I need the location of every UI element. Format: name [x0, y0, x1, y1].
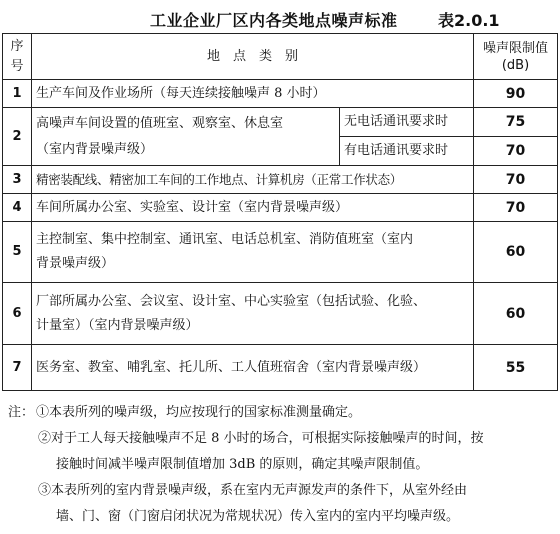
note-1-text: ①本表所列的噪声级，均应按现行的国家标准测量确定。 — [36, 405, 362, 420]
row-condition: 无电话通讯要求时 — [340, 108, 474, 137]
header-limit-line2: (dB) — [501, 57, 530, 73]
row-place: 精密装配线、精密加工车间的工作地点、计算机房（正常工作状态） — [32, 166, 474, 194]
table-row — [3, 108, 558, 137]
table-header-row — [3, 34, 558, 80]
row-seq: 7 — [3, 345, 32, 391]
header-seq — [3, 34, 32, 80]
note-3 — [8, 478, 556, 530]
table-number: 表2.0.1 — [438, 11, 500, 30]
table-row — [3, 222, 558, 283]
row-place: 生产车间及作业场所（每天连续接触噪声 8 小时） — [32, 80, 474, 108]
note-3-line2: 墙、门、窗（门窗启闭状况为常规状况）传入室内的室内平均噪声级。 — [56, 509, 460, 524]
header-seq-line1: 序 — [10, 38, 24, 54]
row-value: 70 — [474, 166, 558, 194]
row-place-line1: 厂部所属办公室、会议室、设计室、中心实验室（包括试验、化验、 — [36, 293, 427, 309]
table-row — [3, 345, 558, 391]
row-seq: 1 — [3, 80, 32, 108]
row-seq: 2 — [3, 108, 32, 166]
row-place — [32, 108, 340, 166]
note-1 — [8, 400, 556, 426]
row-place: 医务室、教室、哺乳室、托儿所、工人值班宿舍（室内背景噪声级） — [32, 345, 474, 391]
row-seq: 3 — [3, 166, 32, 194]
row-value: 60 — [474, 283, 558, 345]
row-place — [32, 283, 474, 345]
table-row — [3, 166, 558, 194]
note-2-line1: ②对于工人每天接触噪声不足 8 小时的场合，可根据实际接触噪声的时间，按 — [38, 431, 484, 446]
header-place: 地 点 类 别 — [32, 34, 474, 80]
row-value: 55 — [474, 345, 558, 391]
row-seq: 6 — [3, 283, 32, 345]
row-seq: 5 — [3, 222, 32, 283]
row-value: 90 — [474, 80, 558, 108]
row-value: 75 — [474, 108, 558, 137]
row-place: 车间所属办公室、实验室、设计室（室内背景噪声级） — [32, 194, 474, 222]
row-value: 70 — [474, 137, 558, 166]
row-place-line2: 计量室）（室内背景噪声级） — [36, 317, 199, 333]
note-2-line2: 接触时间减半噪声限制值增加 3dB 的原则，确定其噪声限制值。 — [56, 457, 429, 472]
row-place-line1: 主控制室、集中控制室、通讯室、电话总机室、消防值班室（室内 — [36, 232, 414, 247]
table-notes — [8, 400, 556, 530]
table-row — [3, 194, 558, 222]
header-limit-line1: 噪声限制值 — [483, 40, 549, 56]
row-seq: 4 — [3, 194, 32, 222]
row-place-line1: 高噪声车间设置的值班室、观察室、休息室 — [36, 115, 284, 131]
note-2 — [8, 426, 556, 478]
notes-lead: 注： — [8, 405, 35, 420]
row-value: 70 — [474, 194, 558, 222]
note-3-line1: ③本表所列的室内背景噪声级，系在室内无声源发声的条件下，从室外经由 — [38, 483, 468, 498]
row-place-line2: 背景噪声级） — [36, 256, 115, 271]
row-place — [32, 222, 474, 283]
table-row — [3, 80, 558, 108]
header-limit — [474, 34, 558, 80]
table-row — [3, 283, 558, 345]
row-place-line2: （室内背景噪声级） — [36, 141, 154, 157]
table-title: 工业企业厂区内各类地点噪声标准 — [150, 11, 398, 30]
table-caption — [0, 2, 560, 32]
header-seq-line2: 号 — [10, 58, 24, 74]
row-value: 60 — [474, 222, 558, 283]
noise-standard-table — [2, 33, 558, 391]
row-condition: 有电话通讯要求时 — [340, 137, 474, 166]
